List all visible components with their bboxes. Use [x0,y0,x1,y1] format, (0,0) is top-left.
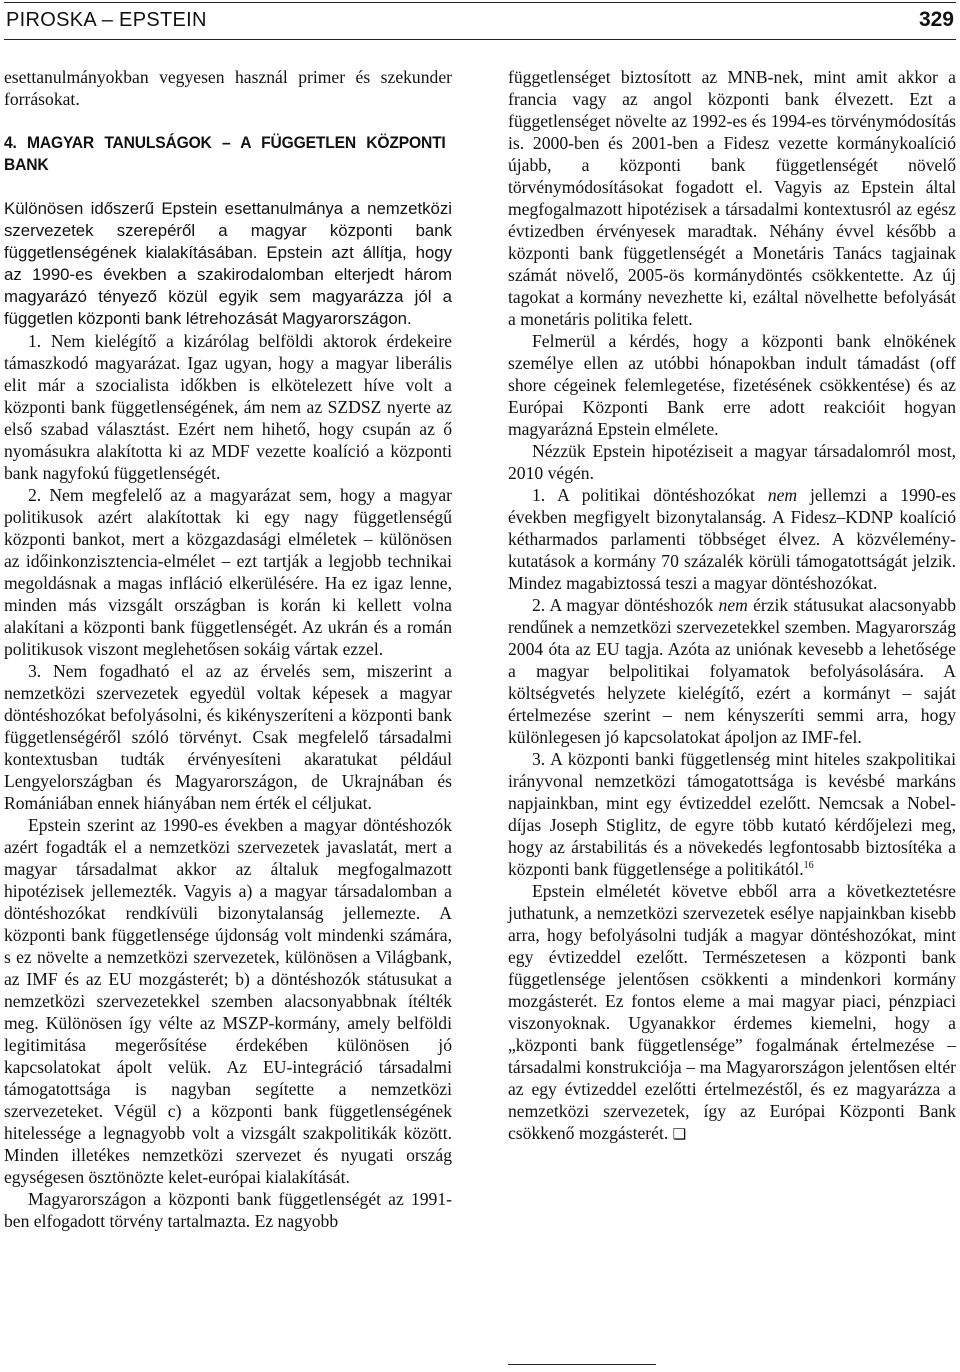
paragraph-text: jellemzi a 1990-es években megfigyelt bizonytalanság. A Fidesz–KDNP koalíció kétharmados parlamenti többséget élvez. A közvélemény-kutatások a kormány 70 százalék körüli támogatottságát jelzik. Mindez magabiztossá teszi a magyar döntéshozókat. [508,485,956,593]
paragraph [4,330,452,484]
running-header [4,2,956,40]
paragraph: Felmerül a kérdés, hogy a központi bank elnökének személye ellen az utóbbi hónapokban indult támadást (off shore cégeinek felemlegetése, fizetésének csökkentése) és az Európai Központi Bank erre adott reakcióit hogyan magyarázná Epstein elmélete. [508,331,956,439]
left-column [4,66,452,1232]
right-column [508,66,956,1145]
footnote-marker: 16 [803,860,814,872]
end-of-article-icon: ❏ [672,1125,687,1143]
emphasis: nem [718,595,748,615]
paragraph: függetlenséget biztosított az MNB-nek, mint amit akkor a francia vagy az angol központi bank élvezett. Ezt a függetlenséget növelte az 1992-es és 1994-es törvénymódosítás is. 2000-ben és 2001-ben a Fidesz vezette kormánykoalíció újabb, a központi bank függetlenségét növelő törvénymódosításokat fogadott el. Vagyis az Epstein által megfogalmazott hipotézisek a társadalmi kontextusról az egész évtizedben érvényesek maradtak. Néhány évvel később a központi bank függetlenségét a Monetáris Tanács tagjainak számát növelő, 2005-ös kormánydöntés csökkentette. Az új tagokat a kormány nevezhette ki, ezáltal növelhette befolyását a monetáris politika felett. [508,67,956,329]
paragraph-text: 3. A központi banki függetlenség mint hiteles szakpolitikai irányvonal nemzetközi támogatottsága is kevésbé markáns napjainkban, mint egy évtizeddel ezelőtt. Nemcsak a Nobel-díjas Joseph Stiglitz, de egyre több kutató kérdőjelezi meg, hogy az árstabilitás és a növekedés legfontosabb biztosítéka a központi bank függetlensége a politikától. [508,749,956,879]
paragraph [508,484,956,594]
footnote-rule [508,1364,656,1365]
paragraph-text: 2. A magyar döntéshozók [532,595,719,615]
paragraph-text: érzik státusukat alacsonyabb rendűnek a nemzetközi szervezetekkel szemben. Magyarország 2004 óta az EU tagja. Azóta az uniónak kevesebb a lehetősége a magyar belpolitikai folyamatok befolyásolására. A költségvetés helyzete kielégítő, ezért a kormányt – saját értelmezése szerint – nem kényszeríti semmi arra, hogy különlegesen jó kapcsolatokat ápoljon az IMF-fel. [508,595,956,747]
paragraph-text: Epstein elméletét követve ebből arra a következtetésre juthatunk, a nemzetközi szervezetek esélye napjainkban kisebb arra, hogy befolyásolni tudják a magyar döntéshozókat, mint egy évtizeddel ezelőtt. Természetesen a központi bank függetlensége jelentősen csökkenti a mindenkori kormány mozgásterét. Ez fontos eleme a mai magyar piaci, pénzpiaci viszonyoknak. Ugyanakkor érdemes kiemelni, hogy a „központi bank függetlensége” fogalmának értelmezése – társadalmi konstrukciója – ma Magyarországon jelentősen eltér az egy évtizeddel ezelőtti értelmezéstől, és ez magyarázza a nemzetközi szervezetek, így az Európai Központi Bank csökkenő mozgásterét. [508,881,956,1143]
paragraph: 3. Nem fogadható el az az érvelés sem, miszerint a nemzetközi szervezetek egyedül voltak képesek a magyar döntéshozókat befolyásolni, és kikényszeríteni a központi bank függetlenségéről szóló törvényt. Csak megfelelő társadalmi kontextusban tudták érvényesíteni akaratukat például Lengyelországban és Magyarországon, de Ukrajnában és Romániában ennek hiányában nem érték el céljukat. [4,661,452,813]
section-title: 4. MAGYAR TANULSÁGOK – A FÜGGETLEN KÖZPONTI BANK [4,133,446,174]
paragraph: Epstein szerint az 1990-es években a magyar döntéshozók azért fogadták el a nemzetközi szervezetek javaslatát, mert a magyar társadalmat akkor az általuk megfogalmazott hipotézisek jellemezték. Vagyis a) a magyar társadalomban a döntéshozókat rendkívüli bizonytalanság jellemezte. A központi bank függetlensége újdonság volt mindenki számára, s ez növelte a nemzetközi szervezetek, különösen a Világbank, az IMF és az EU mozgásterét; b) a döntéshozók státusukat a nemzetközi szervezetekkel szemben alacsonyabbnak ítélték meg. Különösen így vélte az MSZP-kormány, amely belföldi legitimitása megerősítése érdekében különösen jó kapcsolatokat ápolt velük. Az EU-integráció társadalmi támogatottsága is nagyban segítette a nemzetközi szervezeteket. Végül c) a központi bank függetlenségének hitelessége a legnagyobb volt a vizsgált szakpolitikák között. Minden illetékes nemzetközi szervezet és nyugati ország egységesen ösztönözte kelet-európai kialakítását. [4,815,452,1187]
intro-paragraph: Különösen időszerű Epstein esettanulmánya a nemzetközi szervezetek szerepéről a magyar központi bank függetlenségének kialakításában. Epstein azt állítja, hogy az 1990-es években a szakirodalomban elterjedt három magyarázó tényező közül egyik sem magyarázza jól a független központi bank létrehozását Magyarországon. [4,199,452,328]
paragraph: 2. Nem megfelelő az a magyarázat sem, hogy a magyar politikusok azért alakítottak ki egy nagy függetlenségű központi bankot, mert a közgazdasági elméletek – különösen az időinkonzisztencia-elmélet – ezt tartják a legjobb technikai megoldásnak a magas infláció elkerülésére. Ha ez igaz lenne, minden más vizsgált országban is korán ki kellett volna alakítani a központi bank függetlenségét. Az ukrán és a román politikusok viszont meglehetősen sokáig vártak ezzel. [4,485,452,659]
paragraph: Nézzük Epstein hipotéziseit a magyar társadalomról most, 2010 végén. [508,441,956,483]
paragraph [508,594,956,748]
emphasis: nem [767,485,798,505]
paragraph-lead: 1. Nem kielégítő a kizárólag belföldi aktorok érdekeire támaszkodó magyarázat. [4,331,452,373]
paragraph [508,880,956,1145]
paragraph-text: 1. A politikai döntéshozókat [532,485,768,505]
running-head: PIROSKA – EPSTEIN [6,9,207,31]
paragraph [508,748,956,880]
paragraph: Magyarországon a központi bank függetlenségét az 1991-ben elfogadott törvény tartalmazta. Ez nagyobb [4,1189,452,1231]
page-number: 329 [918,8,954,31]
paragraph: esettanulmányokban vegyesen használ primer és szekunder forrásokat. [4,67,452,109]
paragraph-text: Igaz ugyan, hogy a magyar liberális elit már a szocialista időkben is elkötelezett híve volt a központi bank függetlenségének, ám nem az SZDSZ nyerte az első szabad választást. Ezért nem hihető, hogy csupán az ő nyomásukra alakította ki az MDF vezette koalíció a központi bank nagyfokú függetlenségét. [4,353,452,483]
